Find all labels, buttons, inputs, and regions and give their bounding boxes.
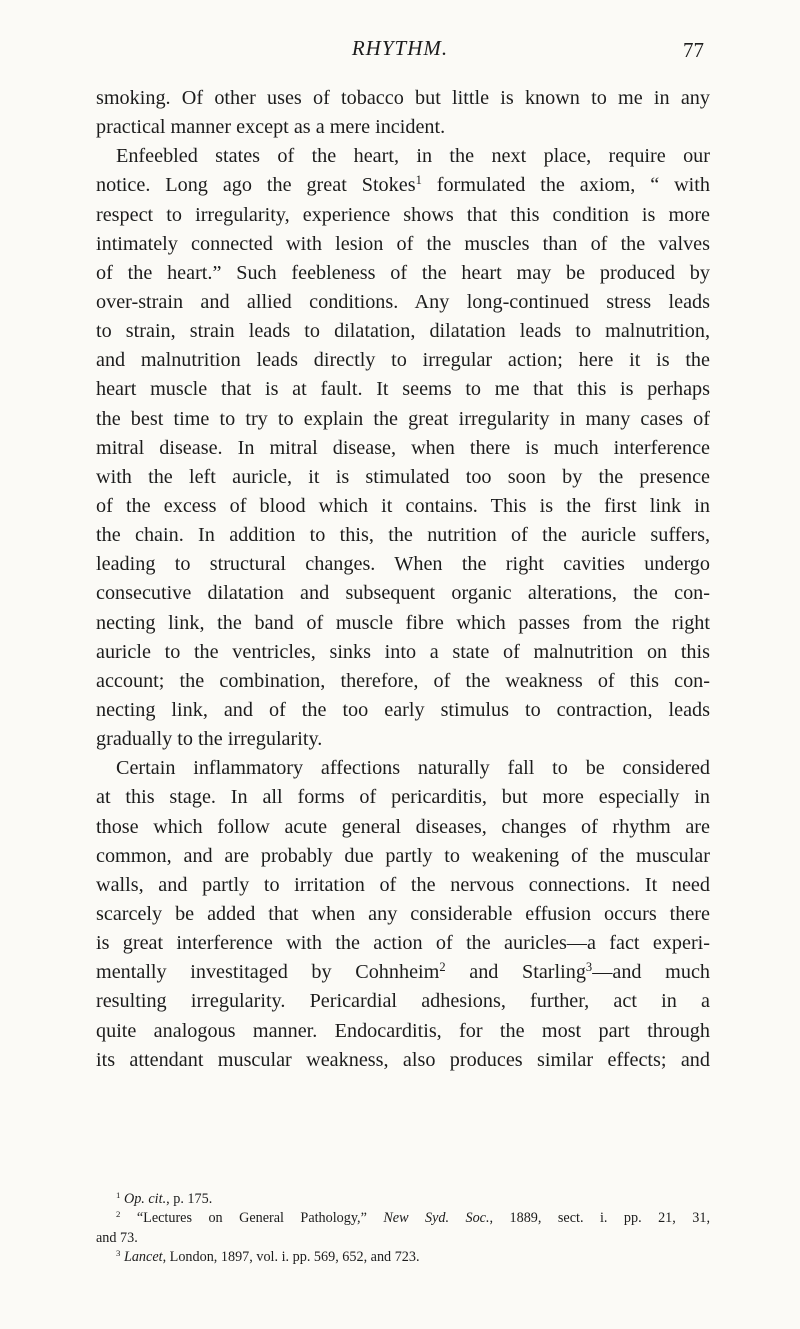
page-number: 77	[683, 38, 704, 62]
footnote: $^2$ “Lectures on General Pathology,” New Syd. Soc., 1889, sect. i. pp. 21, 31,	[116, 1209, 710, 1227]
text-line: scarcely be added that when any considerable effusion occurs there	[96, 902, 710, 925]
text-line: practical manner except as a mere incident.	[96, 116, 446, 139]
text-line: resulting irregularity. Pericardial adhesions, further, act in a	[96, 990, 710, 1013]
text-line: intimately connected with lesion of the muscles than of the valves	[96, 232, 710, 255]
text-line: Enfeebled states of the heart, in the next place, require our	[116, 145, 710, 168]
text-line: of the excess of blood which it contains. This is the first link in	[96, 494, 710, 517]
text-line: walls, and partly to irritation of the nervous connections. It need	[96, 873, 710, 896]
running-title: RHYTHM.	[351, 36, 449, 60]
text-line: necting link, and of the too early stimulus to contraction, leads	[96, 698, 710, 721]
footnotes	[96, 1190, 710, 1268]
text-line: heart muscle that is at fault. It seems to me that this is perhaps	[96, 378, 710, 401]
text-line: with the left auricle, it is stimulated too soon by the presence	[96, 465, 710, 488]
text-line: to strain, strain leads to dilatation, dilatation leads to malnutrition,	[96, 320, 710, 343]
text-line: those which follow acute general diseases, changes of rhythm are	[96, 815, 710, 838]
text-line: common, and are probably due partly to weakening of the muscular	[96, 844, 710, 867]
text-line: smoking. Of other uses of tobacco but little is known to me in any	[96, 87, 710, 109]
text-line: at this stage. In all forms of pericarditis, but more especially in	[96, 786, 710, 809]
body-text	[96, 84, 710, 1075]
text-line: Certain inflammatory affections naturally fall to be considered	[116, 757, 710, 780]
footnote: $^3$ Lancet, London, 1897, vol. i. pp. 569, 652, and 723.	[116, 1248, 420, 1266]
text-line: leading to structural changes. When the right cavities undergo	[96, 553, 710, 576]
text-line: the chain. In addition to this, the nutrition of the auricle suffers,	[96, 524, 710, 547]
text-line: and malnutrition leads directly to irregular action; here it is the	[96, 349, 710, 372]
text-line: necting link, the band of muscle fibre which passes from the right	[96, 611, 710, 634]
footnote: $^1$ Op. cit., p. 175.	[116, 1190, 213, 1207]
text-line: auricle to the ventricles, sinks into a state of malnutrition on this	[96, 640, 710, 663]
text-line: is great interference with the action of the auricles—a fact experi-	[96, 932, 710, 955]
text-line: respect to irregularity, experience shows that this condition is more	[96, 203, 710, 226]
text-line: notice. Long ago the great Stokes$^1$ formulated the axiom, “ with	[96, 173, 710, 197]
text-line: its attendant muscular weakness, also produces similar effects; and	[96, 1048, 710, 1071]
text-line: over-strain and allied conditions. Any long-continued stress leads	[96, 290, 710, 313]
text-line: quite analogous manner. Endocarditis, for the most part through	[96, 1019, 710, 1042]
text-line: the best time to try to explain the great irregularity in many cases of	[96, 407, 710, 430]
text-line: mentally investitaged by Cohnheim$^2$ and Starling$^3$—and much	[96, 960, 710, 984]
text-line: account; the combination, therefore, of the weakness of this con-	[96, 669, 710, 692]
text-line: gradually to the irregularity.	[96, 728, 323, 751]
page-header	[96, 36, 704, 70]
footnote: and 73.	[96, 1229, 138, 1246]
text-line: consecutive dilatation and subsequent organic alterations, the con-	[96, 582, 710, 605]
text-line: of the heart.” Such feebleness of the heart may be produced by	[96, 261, 710, 284]
text-line: mitral disease. In mitral disease, when there is much interference	[96, 436, 710, 459]
